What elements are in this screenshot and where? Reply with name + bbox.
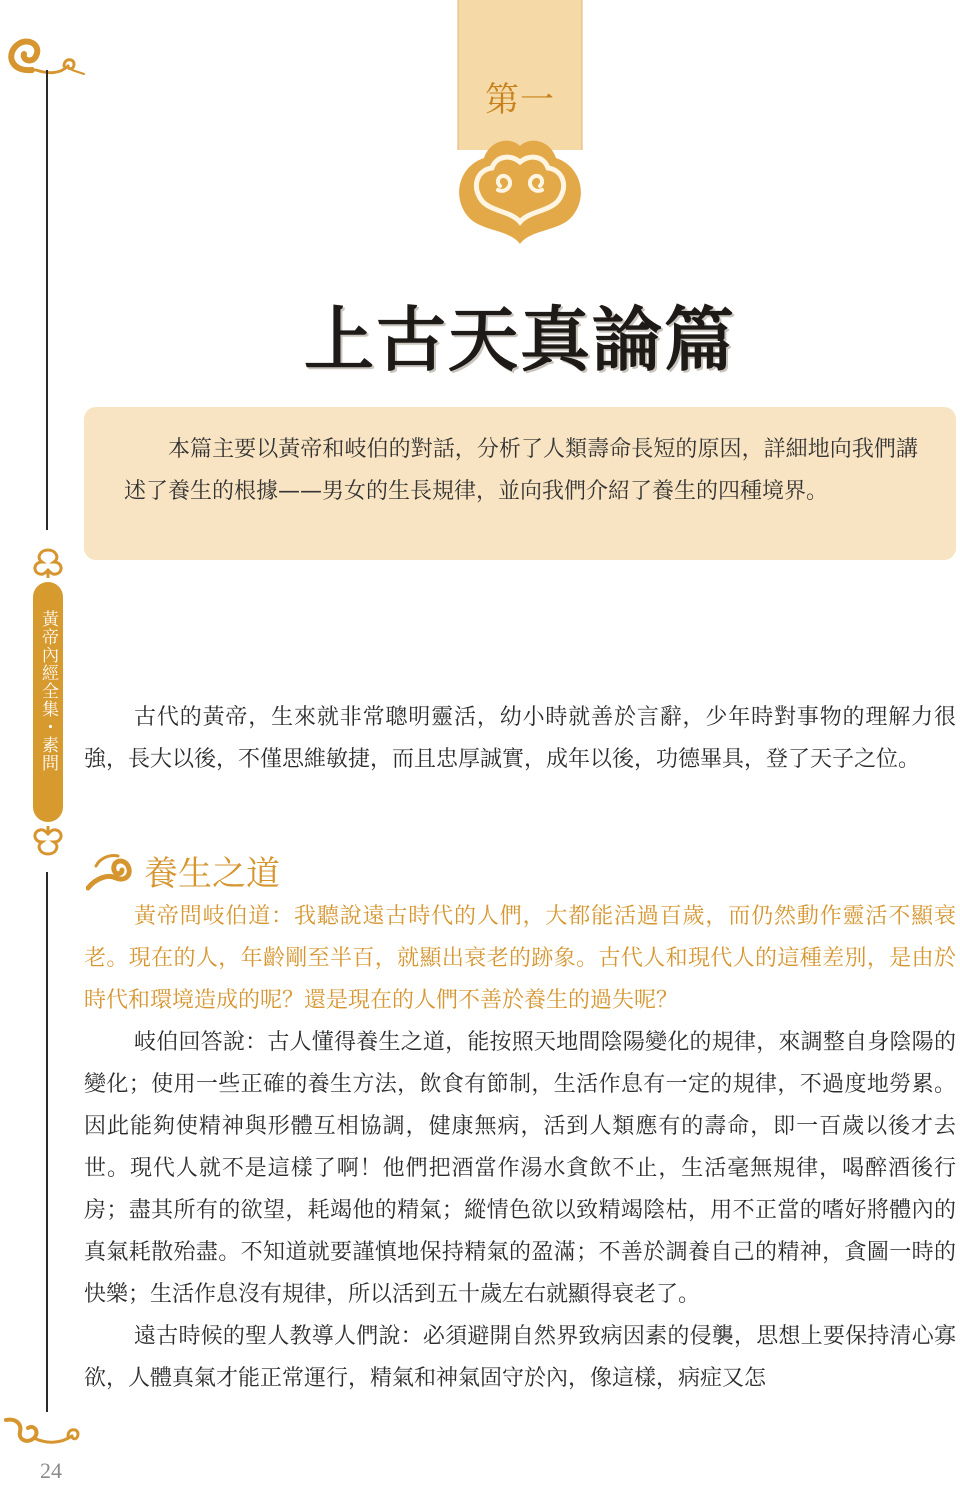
summary-text: 本篇主要以黃帝和岐伯的對話，分析了人類壽命長短的原因，詳細地向我們講述了養生的根據——男女的生長規律，並向我們介紹了養生的四種境界。 [124, 437, 918, 504]
section-body [84, 896, 956, 1400]
top-cloud-ornament [2, 30, 86, 86]
question-paragraph: 黃帝問岐伯道：我聽說遠古時代的人們，大都能活過百歲，而仍然動作靈活不顯衰老。現在的人，年齡剛至半百，就顯出衰老的跡象。古代人和現代人的這種差別，是由於時代和環境造成的呢？還是現在的人們不善於養生的過失呢？ [84, 904, 956, 1013]
side-tab [33, 582, 63, 822]
chapter-number: 第一 [485, 80, 555, 120]
section-heading [86, 842, 486, 894]
side-tab-top-ornament [30, 546, 66, 580]
side-tab-book-title: 黃帝內經全集・素問 [38, 610, 58, 772]
page-number: 24 [40, 1458, 62, 1483]
intro-paragraph: 古代的黃帝，生來就非常聰明靈活，幼小時就善於言辭，少年時對事物的理解力很強，長大以後，不僅思維敏捷，而且忠厚誠實，成年以後，功德畢具，登了天子之位。 [84, 705, 956, 772]
margin-rule-top [46, 70, 48, 530]
answer-paragraph: 岐伯回答說：古人懂得養生之道，能按照天地間陰陽變化的規律，來調整自身陰陽的變化；使用一些正確的養生方法，飲食有節制，生活作息有一定的規律，不過度地勞累。因此能夠使精神與形體互相協調，健康無病，活到人類應有的壽命，即一百歲以後才去世。現代人就不是這樣了啊！他們把酒當作湯水貪飲不止，生活毫無規律，喝醉酒後行房；盡其所有的欲望，耗竭他的精氣；縱情色欲以致精竭陰枯，用不正當的嗜好將體內的真氣耗散殆盡。不知道就要謹慎地保持精氣的盈滿；不善於調養自己的精神，貪圖一時的快樂；生活作息沒有規律，所以活到五十歲左右就顯得衰老了。 [84, 1030, 956, 1307]
margin-rule-bottom [46, 872, 48, 1412]
side-tab-bottom-ornament [30, 824, 66, 858]
cloud-swirl-icon [86, 848, 138, 894]
chapter-banner [448, 0, 593, 250]
intro-block [84, 697, 956, 781]
sage-paragraph: 遠古時候的聖人教導人們說：必須避開自然界致病因素的侵襲，思想上要保持清心寡欲，人體真氣才能正常運行，精氣和神氣固守於內，像這樣，病症又怎 [84, 1324, 956, 1391]
summary-box [84, 407, 956, 560]
chapter-title: 上古天真論篇 [304, 298, 736, 381]
bottom-cloud-ornament [2, 1412, 86, 1452]
section-title: 養生之道 [144, 854, 280, 894]
